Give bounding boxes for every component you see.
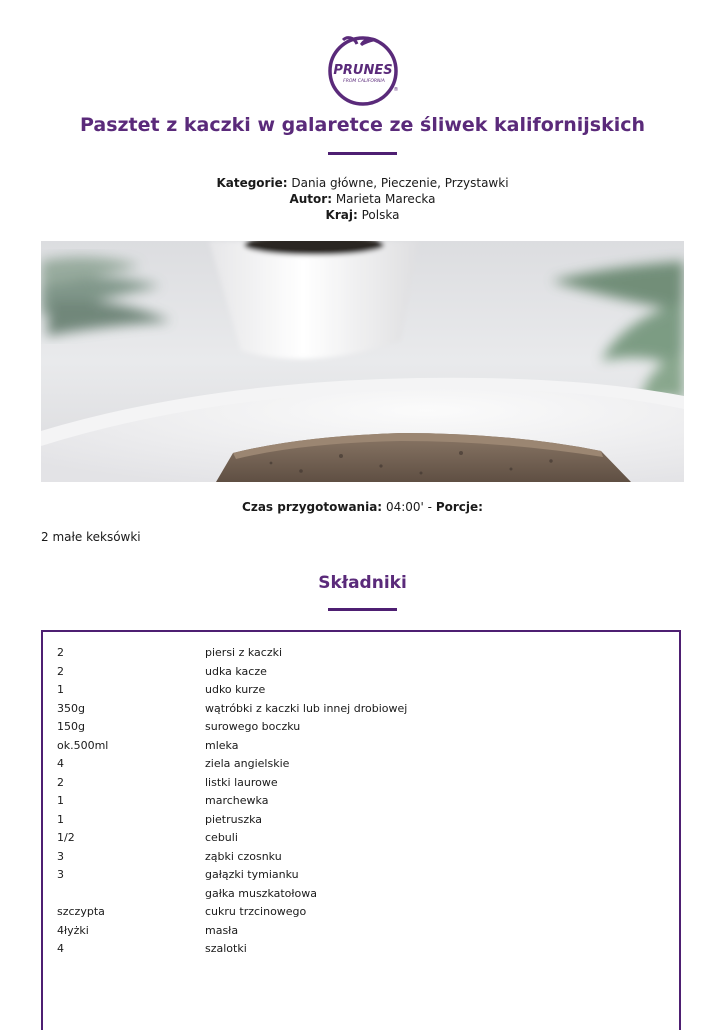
ingredient-name: listki laurowe: [205, 775, 278, 789]
ingredient-row: [57, 903, 657, 921]
country-value: Polska: [361, 208, 400, 222]
ingredient-quantity: 350g: [57, 701, 85, 715]
category-label: Kategorie:: [216, 176, 288, 190]
ingredient-name: cebuli: [205, 831, 238, 844]
ingredient-quantity: 2: [57, 664, 64, 678]
meta-country: [0, 207, 725, 223]
ingredient-name: marchewka: [205, 794, 269, 807]
ingredients-table: [41, 630, 681, 1030]
author-label: Autor:: [289, 192, 332, 206]
ingredient-name: pietruszka: [205, 812, 263, 826]
ingredient-row: [57, 866, 657, 884]
ingredient-row: [57, 755, 657, 773]
ingredient-quantity: 4: [57, 757, 64, 770]
ingredient-name: ząbki czosnku: [205, 849, 282, 863]
ingredient-row: [57, 700, 657, 718]
prep-time-label: Czas przygotowania:: [242, 500, 383, 514]
ingredient-quantity: 1: [57, 794, 64, 807]
ingredient-quantity: szczypta: [57, 905, 105, 918]
ingredient-row: [57, 922, 657, 940]
registered-mark: ®: [393, 87, 399, 93]
ingredient-row: [57, 811, 657, 829]
ingredient-quantity: 4łyżki: [57, 923, 89, 937]
author-value: Marieta Marecka: [335, 192, 436, 206]
recipe-title: Pasztet z kaczki w galaretce ze śliwek kalifornijskich: [79, 114, 646, 136]
ingredient-row: [57, 940, 657, 958]
meta-category: [0, 175, 725, 191]
ingredient-name: gałązki tymianku: [205, 868, 299, 881]
ingredient-quantity: 3: [57, 849, 64, 863]
prunes-logo: [327, 34, 399, 106]
ingredient-quantity: 2: [57, 646, 64, 659]
ingredient-name: gałka muszkatołowa: [205, 886, 318, 900]
ingredient-quantity: 1: [57, 812, 64, 826]
ingredients-divider: [328, 608, 397, 611]
meta-author: [0, 191, 725, 207]
ingredient-quantity: 1: [57, 683, 64, 696]
ingredient-quantity: ok.500ml: [57, 738, 109, 752]
ingredient-name: ziela angielskie: [205, 757, 290, 770]
prep-separator: -: [427, 500, 432, 514]
ingredient-quantity: 4: [57, 942, 64, 955]
ingredient-quantity: 1/2: [57, 831, 75, 844]
ingredient-row: [57, 681, 657, 699]
ingredient-row: [57, 737, 657, 755]
portions-value: 2 małe keksówki: [41, 530, 141, 544]
ingredient-name: wątróbki z kaczki lub innej drobiowej: [205, 701, 408, 715]
ingredient-row: [57, 885, 657, 903]
recipe-photo: [41, 241, 684, 482]
ingredient-name: surowego boczku: [205, 720, 301, 733]
ingredient-row: [57, 718, 657, 736]
ingredient-name: udka kacze: [205, 664, 267, 678]
ingredient-row: [57, 848, 657, 866]
portions-label: Porcje:: [435, 500, 483, 514]
ingredient-name: udko kurze: [205, 683, 266, 696]
ingredient-name: mleka: [205, 738, 239, 752]
ingredient-quantity: 150g: [57, 720, 85, 733]
logo-subtext: FROM CALIFORNIA: [343, 79, 385, 84]
country-label: Kraj:: [325, 208, 358, 222]
prep-info: [0, 500, 725, 514]
ingredient-row: [57, 644, 657, 662]
ingredient-row: [57, 774, 657, 792]
title-divider: [328, 152, 397, 155]
ingredient-quantity: 3: [57, 868, 64, 881]
ingredient-name: piersi z kaczki: [205, 646, 283, 659]
logo-text: PRUNES: [333, 63, 393, 78]
ingredient-quantity: 2: [57, 775, 64, 789]
ingredient-name: masła: [205, 923, 239, 937]
ingredients-title: Składniki: [318, 573, 407, 593]
ingredient-row: [57, 829, 657, 847]
ingredient-name: szalotki: [205, 942, 247, 955]
prep-time-value: 04:00': [385, 500, 424, 514]
ingredient-row: [57, 663, 657, 681]
ingredient-row: [57, 792, 657, 810]
ingredient-name: cukru trzcinowego: [205, 905, 307, 918]
category-value: Dania główne, Pieczenie, Przystawki: [291, 176, 509, 190]
